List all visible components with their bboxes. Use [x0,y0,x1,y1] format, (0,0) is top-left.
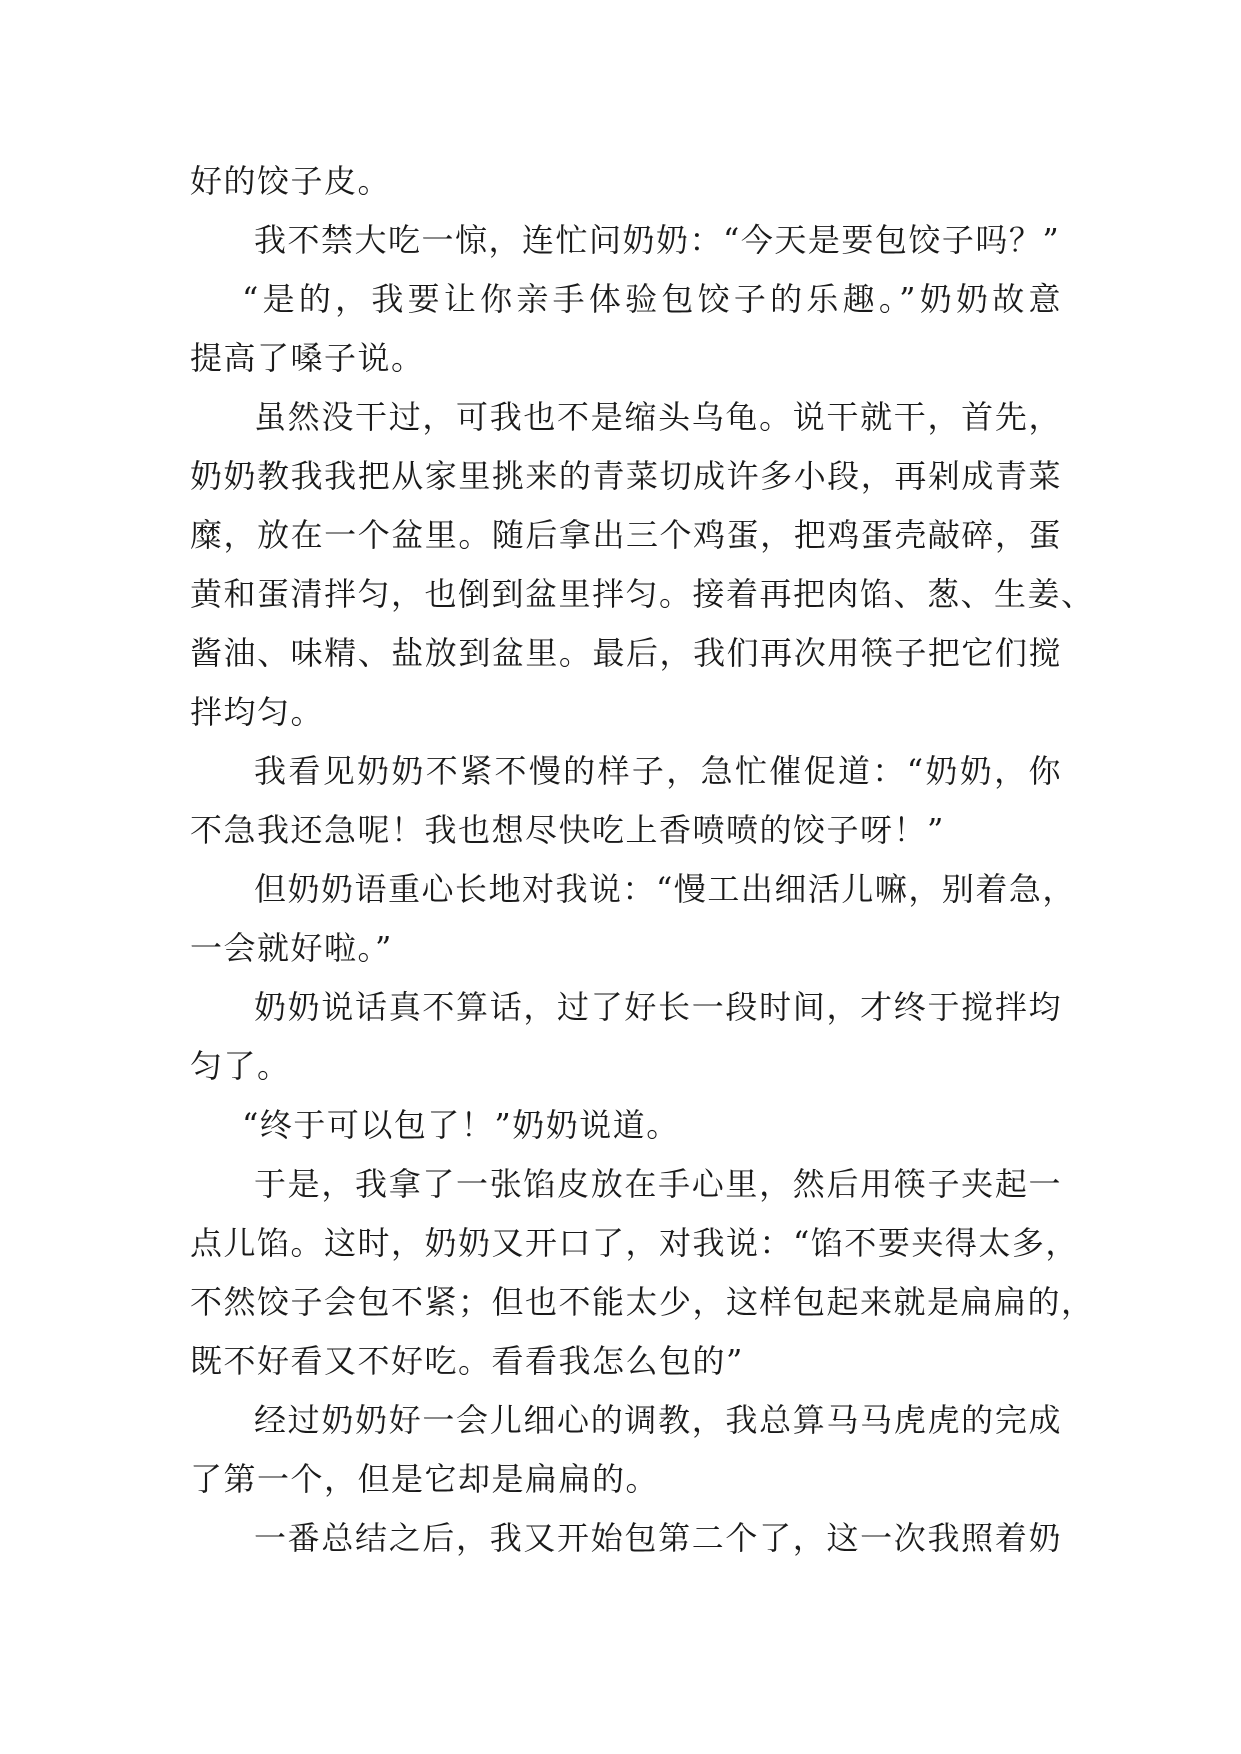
text-line: 既不好看又不好吃。看看我怎么包的” [190,1342,744,1380]
text-line: 经过奶奶好一会儿细心的调教，我总算马马虎虎的完成 [254,1401,1062,1439]
text-line: 我看见奶奶不紧不慢的样子，急忙催促道：“奶奶，你 [254,752,1062,790]
text-line: 糜，放在一个盆里。随后拿出三个鸡蛋，把鸡蛋壳敲碎，蛋 [190,516,1062,554]
text-line: “是的，我要让你亲手体验包饺子的乐趣。”奶奶故意 [242,280,1062,318]
text-line: 于是，我拿了一张馅皮放在手心里，然后用筷子夹起一 [254,1165,1062,1203]
text-line: 不急我还急呢！我也想尽快吃上香喷喷的饺子呀！” [190,811,945,849]
text-line: 点儿馅。这时，奶奶又开口了，对我说：“馅不要夹得太多， [190,1224,1079,1262]
text-line: 黄和蛋清拌匀，也倒到盆里拌匀。接着再把肉馅、葱、生姜、 [190,575,1095,613]
text-line: 不然饺子会包不紧；但也不能太少，这样包起来就是扁扁的， [190,1283,1095,1321]
text-line: 好的饺子皮。 [190,162,392,200]
text-line: 了第一个，但是它却是扁扁的。 [190,1460,660,1498]
text-line: 但奶奶语重心长地对我说：“慢工出细活儿嘛，别着急， [254,870,1076,908]
text-line: “终于可以包了！”奶奶说道。 [242,1106,680,1144]
text-line: 奶奶说话真不算话，过了好长一段时间，才终于搅拌均 [254,988,1062,1026]
text-line: 匀了。 [190,1047,291,1085]
text-line: 提高了嗓子说。 [190,339,425,377]
story-text [190,152,1095,1568]
text-line: 奶奶教我我把从家里挑来的青菜切成许多小段，再剁成青菜 [190,457,1062,495]
text-line: 虽然没干过，可我也不是缩头乌龟。说干就干，首先， [254,398,1062,436]
text-line: 酱油、味精、盐放到盆里。最后，我们再次用筷子把它们搅 [190,634,1062,672]
text-line: 一会就好啦。” [190,929,393,967]
text-line: 一番总结之后，我又开始包第二个了，这一次我照着奶 [254,1519,1062,1557]
text-line: 拌均匀。 [190,693,325,731]
text-line: 我不禁大吃一惊，连忙问奶奶：“今天是要包饺子吗？” [254,221,1061,259]
